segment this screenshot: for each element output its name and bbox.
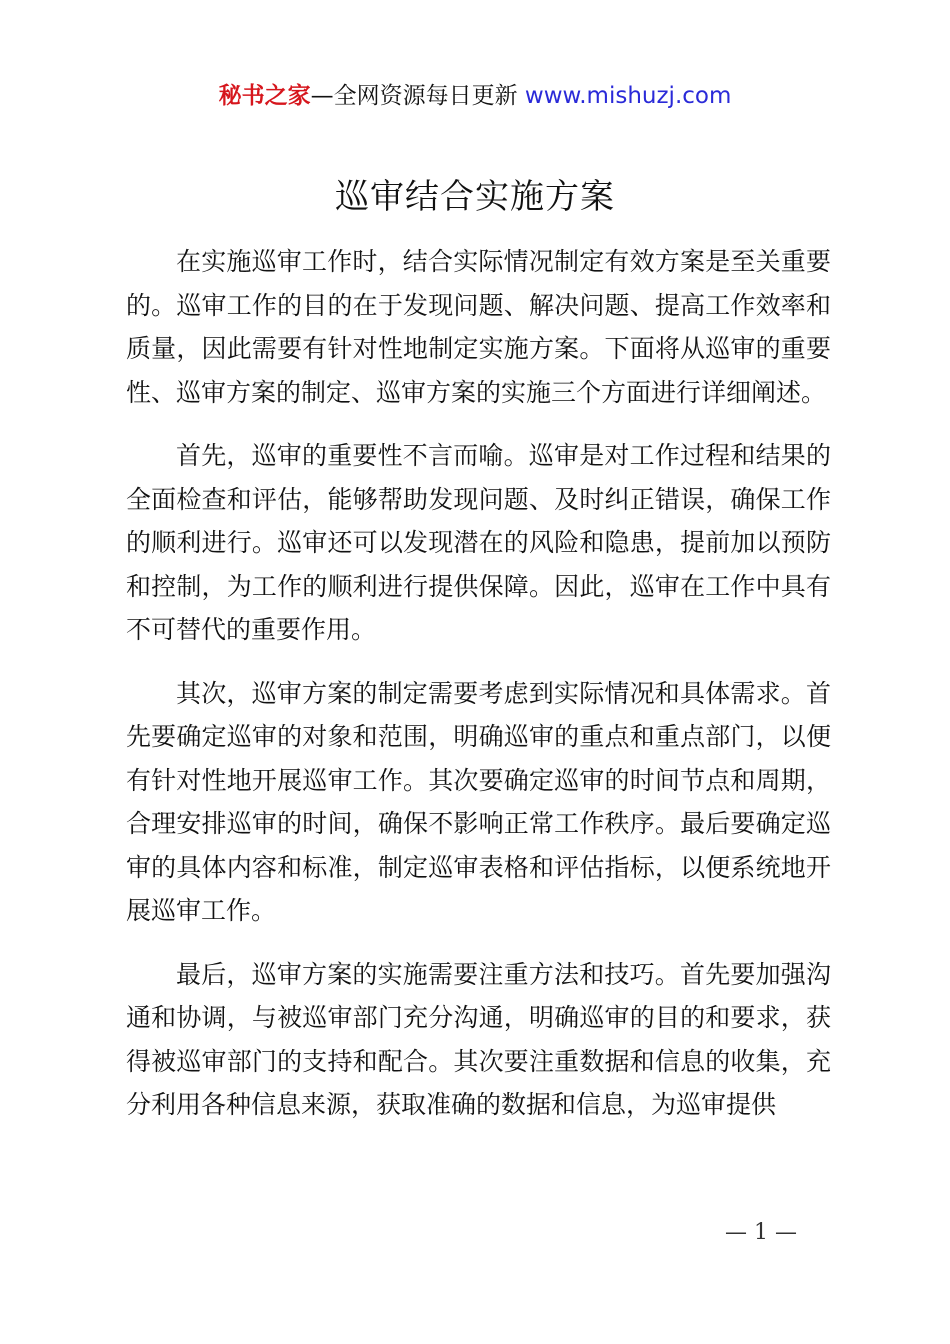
site-url-link[interactable]: www.mishuzj.com: [524, 83, 732, 109]
document-body: [126, 240, 831, 1147]
site-slogan: —全网资源每日更新: [310, 83, 525, 109]
paragraph-1: 在实施巡审工作时，结合实际情况制定有效方案是至关重要的。巡审工作的目的在于发现问题、解决问题、提高工作效率和质量，因此需要有针对性地制定实施方案。下面将从巡审的重要性、巡审方案的制定、巡审方案的实施三个方面进行详细阐述。: [126, 247, 831, 407]
site-header: [0, 80, 950, 112]
paragraph-2: 首先，巡审的重要性不言而喻。巡审是对工作过程和结果的全面检查和评估，能够帮助发现问题、及时纠正错误，确保工作的顺利进行。巡审还可以发现潜在的风险和隐患，提前加以预防和控制，为工作的顺利进行提供保障。因此，巡审在工作中具有不可替代的重要作用。: [126, 441, 831, 644]
paragraph-4: 最后，巡审方案的实施需要注重方法和技巧。首先要加强沟通和协调，与被巡审部门充分沟通，明确巡审的目的和要求，获得被巡审部门的支持和配合。其次要注重数据和信息的收集，充分利用各种信息来源，获取准确的数据和信息，为巡审提供: [126, 959, 831, 1119]
page-number: — 1 —: [725, 1220, 797, 1245]
document-title: 巡审结合实施方案: [335, 177, 615, 217]
paragraph-3: 其次，巡审方案的制定需要考虑到实际情况和具体需求。首先要确定巡审的对象和范围，明确巡审的重点和重点部门，以便有针对性地开展巡审工作。其次要确定巡审的时间节点和周期，合理安排巡审的时间，确保不影响正常工作秩序。最后要确定巡审的具体内容和标准，制定巡审表格和评估指标，以便系统地开展巡审工作。: [126, 678, 831, 925]
site-brand: 秘书之家: [218, 83, 311, 109]
